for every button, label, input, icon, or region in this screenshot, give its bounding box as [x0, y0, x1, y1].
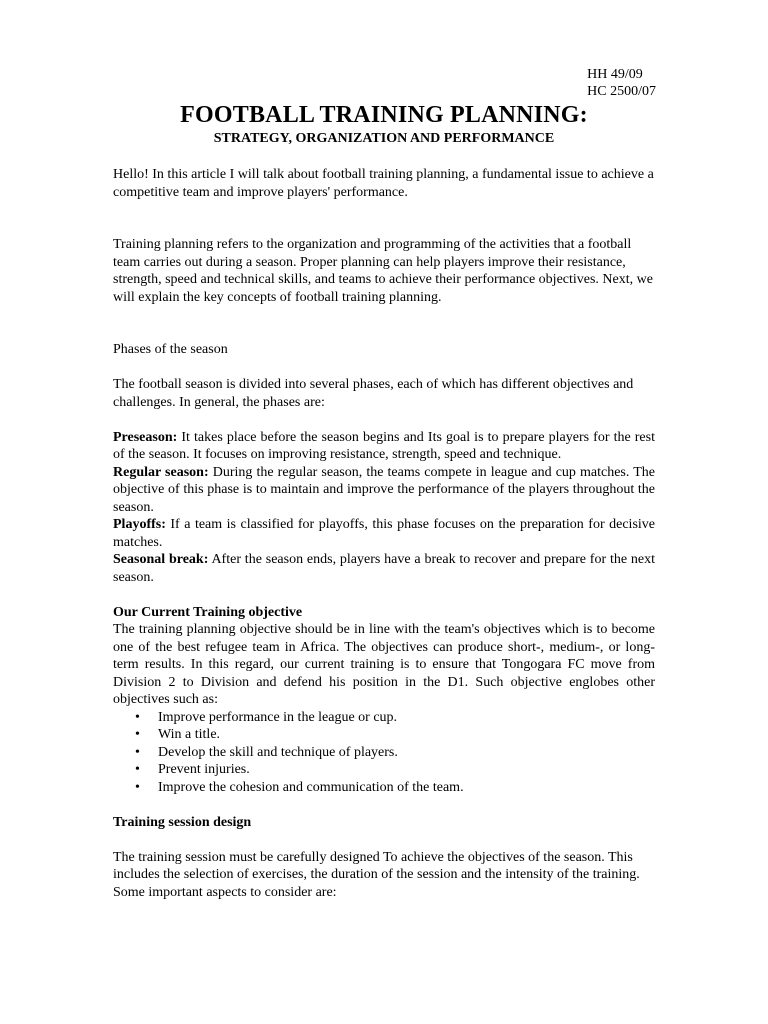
list-item-text: Improve the cohesion and communication of the team.	[158, 779, 464, 795]
phase-item-preseason	[113, 429, 655, 464]
phase-text: It takes place before the season begins and Its goal is to prepare players for the rest of the season. It focuses on improving resistance, strength, speed and technique.	[113, 429, 655, 462]
objective-bullet-list	[113, 709, 655, 797]
list-item-text: Improve performance in the league or cup.	[158, 709, 398, 725]
document-subtitle: STRATEGY, ORGANIZATION AND PERFORMANCE	[213, 131, 555, 146]
list-item	[113, 779, 655, 797]
phases-intro: The football season is divided into several phases, each of which has different objectives and challenges. In general, the phases are:	[113, 377, 634, 410]
phase-label: Regular season:	[113, 464, 209, 480]
phase-label: Preseason:	[113, 429, 178, 445]
objective-heading: Our Current Training objective	[113, 604, 303, 620]
list-item-text: Prevent injuries.	[158, 762, 250, 777]
list-item-text: Win a title.	[158, 727, 221, 742]
reference-line-2: HC 2500/07	[587, 84, 656, 99]
phase-item-seasonal-break	[113, 551, 655, 586]
bullet-icon: •	[135, 709, 140, 725]
bullet-icon: •	[135, 727, 140, 742]
list-item	[113, 726, 655, 744]
list-item	[113, 761, 655, 779]
intro-paragraph-1: Hello! In this article I will talk about football training planning, a fundamental issue to achieve a competitive team and improve players' performance.	[113, 167, 654, 200]
bullet-icon: •	[135, 744, 140, 760]
bullet-icon: •	[135, 762, 140, 777]
phases-heading: Phases of the season	[113, 342, 228, 357]
list-item	[113, 744, 655, 762]
intro-paragraph-2: Training planning refers to the organization and programming of the activities that a football team carries out during a season. Proper planning can help players improve their resistance, strength, speed and technical skills, and teams to achieve their performance objectives. Next, we will explain the key concepts of football training planning.	[113, 237, 653, 305]
document-title: FOOTBALL TRAINING PLANNING:	[180, 102, 588, 128]
phase-label: Playoffs:	[113, 517, 166, 532]
objective-paragraph: The training planning objective should be in line with the team's objectives which is to become one of the best refugee team in Africa. The objectives can produce short-, medium-, or long-term results. In this regard, our current training is to ensure that Tongogara FC move from Division 2 to Division and defend his position in the D1. Such objective englobes other objectives such as:	[113, 622, 655, 707]
session-paragraph: The training session must be carefully designed To achieve the objectives of the season. This includes the selection of exercises, the duration of the session and the intensity of the training. Some important aspects to consider are:	[113, 849, 640, 900]
document-body	[113, 166, 655, 901]
session-heading: Training session design	[113, 814, 252, 830]
phase-text: During the regular season, the teams compete in league and cup matches. The objective of this phase is to maintain and improve the performance of the players throughout the season.	[113, 464, 655, 515]
reference-line-1: HH 49/09	[587, 67, 643, 82]
phase-text: After the season ends, players have a break to recover and prepare for the next season.	[113, 552, 655, 585]
phase-label: Seasonal break:	[113, 552, 209, 567]
phase-text: If a team is classified for playoffs, this phase focuses on the preparation for decisive matches.	[113, 517, 655, 550]
bullet-icon: •	[135, 779, 140, 795]
list-item	[113, 709, 655, 727]
reference-numbers	[587, 66, 656, 100]
list-item-text: Develop the skill and technique of players.	[158, 744, 398, 760]
phase-item-regular-season	[113, 464, 655, 517]
phases-list	[113, 429, 655, 587]
phase-item-playoffs	[113, 516, 655, 551]
